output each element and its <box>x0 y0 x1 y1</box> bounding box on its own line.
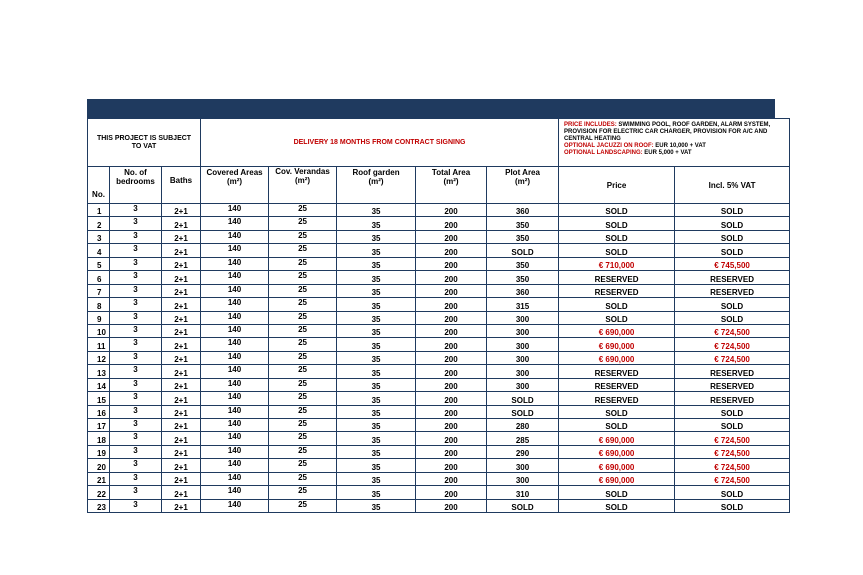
plot-area-cell: SOLD <box>487 244 559 257</box>
price-cell: € 690,000 <box>559 338 675 351</box>
price-cell: SOLD <box>559 405 675 418</box>
plot-area-cell: 300 <box>487 311 559 324</box>
col-header-bedrooms-line-1: No. of <box>124 168 147 177</box>
total-area-cell: 200 <box>416 284 487 297</box>
baths-cell: 2+1 <box>162 311 201 324</box>
roof-garden-cell: 35 <box>337 257 416 270</box>
baths-cell: 2+1 <box>162 244 201 257</box>
total-area-cell: 200 <box>416 271 487 284</box>
unit-number: 19 <box>88 445 110 458</box>
price-cell: SOLD <box>559 499 675 512</box>
price-list-sheet <box>87 99 775 513</box>
baths-cell: 2+1 <box>162 204 201 217</box>
table-row <box>88 230 790 243</box>
roof-garden-cell: 35 <box>337 271 416 284</box>
price-cell: € 690,000 <box>559 432 675 445</box>
price-incl-vat-cell: RESERVED <box>675 365 790 378</box>
header-bar <box>87 99 775 118</box>
table-row <box>88 486 790 499</box>
covered-area-cell: 140 <box>201 419 269 432</box>
price-includes-text-1: SWIMMING POOL, ROOF GARDEN, ALARM SYSTEM, <box>618 122 771 128</box>
price-list-table <box>87 118 790 513</box>
price-cell: SOLD <box>559 311 675 324</box>
table-row <box>88 445 790 458</box>
col-header-roof-line-2: (m²) <box>368 177 384 186</box>
baths-cell: 2+1 <box>162 271 201 284</box>
baths-cell: 2+1 <box>162 445 201 458</box>
unit-number: 12 <box>88 351 110 364</box>
unit-number: 9 <box>88 311 110 324</box>
verandas-cell: 25 <box>269 298 337 311</box>
price-incl-vat-cell: € 724,500 <box>675 445 790 458</box>
roof-garden-cell: 35 <box>337 324 416 337</box>
roof-garden-cell: 35 <box>337 459 416 472</box>
unit-number: 10 <box>88 324 110 337</box>
plot-area-cell: 350 <box>487 217 559 230</box>
unit-number: 13 <box>88 365 110 378</box>
covered-area-cell: 140 <box>201 244 269 257</box>
col-header-total-line-1: Total Area <box>431 168 471 177</box>
covered-area-cell: 140 <box>201 459 269 472</box>
col-header-plot-area <box>487 167 559 204</box>
bedrooms-cell: 3 <box>110 432 162 445</box>
price-incl-vat-cell: € 724,500 <box>675 324 790 337</box>
total-area-cell: 200 <box>416 472 487 485</box>
verandas-cell: 25 <box>269 204 337 217</box>
covered-area-cell: 140 <box>201 230 269 243</box>
covered-area-cell: 140 <box>201 298 269 311</box>
col-header-covered-areas <box>201 167 269 204</box>
baths-cell: 2+1 <box>162 499 201 512</box>
total-area-cell: 200 <box>416 324 487 337</box>
plot-area-cell: 300 <box>487 459 559 472</box>
bedrooms-cell: 3 <box>110 445 162 458</box>
bedrooms-cell: 3 <box>110 230 162 243</box>
price-cell: € 710,000 <box>559 257 675 270</box>
roof-garden-cell: 35 <box>337 392 416 405</box>
price-includes-text-2: PROVISION FOR ELECTRIC CAR CHARGER, PROVISION FOR A/C AND <box>564 129 768 135</box>
price-includes-text-3: CENTRAL HEATING <box>564 136 621 142</box>
plot-area-cell: 300 <box>487 472 559 485</box>
bedrooms-cell: 3 <box>110 217 162 230</box>
total-area-cell: 200 <box>416 298 487 311</box>
plot-area-cell: SOLD <box>487 405 559 418</box>
price-incl-vat-cell: € 745,500 <box>675 257 790 270</box>
bedrooms-cell: 3 <box>110 298 162 311</box>
bedrooms-cell: 3 <box>110 365 162 378</box>
unit-number: 21 <box>88 472 110 485</box>
plot-area-cell: 360 <box>487 284 559 297</box>
baths-cell: 2+1 <box>162 459 201 472</box>
bedrooms-cell: 3 <box>110 499 162 512</box>
roof-garden-cell: 35 <box>337 244 416 257</box>
verandas-cell: 25 <box>269 284 337 297</box>
plot-area-cell: 350 <box>487 271 559 284</box>
landscaping-text: EUR 5,000 + VAT <box>644 150 692 156</box>
roof-garden-cell: 35 <box>337 472 416 485</box>
verandas-cell: 25 <box>269 351 337 364</box>
bedrooms-cell: 3 <box>110 271 162 284</box>
verandas-cell: 25 <box>269 378 337 391</box>
unit-number: 22 <box>88 486 110 499</box>
total-area-cell: 200 <box>416 230 487 243</box>
table-row <box>88 432 790 445</box>
bedrooms-cell: 3 <box>110 405 162 418</box>
price-incl-vat-cell: SOLD <box>675 204 790 217</box>
verandas-cell: 25 <box>269 432 337 445</box>
covered-area-cell: 140 <box>201 405 269 418</box>
total-area-cell: 200 <box>416 432 487 445</box>
baths-cell: 2+1 <box>162 298 201 311</box>
total-area-cell: 200 <box>416 459 487 472</box>
verandas-cell: 25 <box>269 257 337 270</box>
covered-area-cell: 140 <box>201 257 269 270</box>
unit-number: 18 <box>88 432 110 445</box>
unit-number: 20 <box>88 459 110 472</box>
landscaping-label: OPTIONAL LANDSCAPING: <box>564 150 643 156</box>
plot-area-cell: 300 <box>487 378 559 391</box>
table-row <box>88 311 790 324</box>
bedrooms-cell: 3 <box>110 351 162 364</box>
price-incl-vat-cell: € 724,500 <box>675 351 790 364</box>
price-cell: SOLD <box>559 204 675 217</box>
plot-area-cell: 280 <box>487 419 559 432</box>
baths-cell: 2+1 <box>162 472 201 485</box>
verandas-cell: 25 <box>269 230 337 243</box>
bedrooms-cell: 3 <box>110 257 162 270</box>
baths-cell: 2+1 <box>162 392 201 405</box>
plot-area-cell: SOLD <box>487 392 559 405</box>
baths-cell: 2+1 <box>162 405 201 418</box>
price-incl-vat-cell: € 724,500 <box>675 472 790 485</box>
price-incl-vat-cell: RESERVED <box>675 392 790 405</box>
table-row <box>88 244 790 257</box>
roof-garden-cell: 35 <box>337 419 416 432</box>
col-header-covered-line-1: Covered Areas <box>206 168 263 177</box>
price-cell: € 690,000 <box>559 459 675 472</box>
price-cell: SOLD <box>559 486 675 499</box>
verandas-cell: 25 <box>269 499 337 512</box>
bedrooms-cell: 3 <box>110 378 162 391</box>
table-row <box>88 217 790 230</box>
total-area-cell: 200 <box>416 499 487 512</box>
total-area-cell: 200 <box>416 338 487 351</box>
bedrooms-cell: 3 <box>110 311 162 324</box>
total-area-cell: 200 <box>416 311 487 324</box>
price-cell: RESERVED <box>559 365 675 378</box>
covered-area-cell: 140 <box>201 392 269 405</box>
total-area-cell: 200 <box>416 244 487 257</box>
baths-cell: 2+1 <box>162 419 201 432</box>
baths-cell: 2+1 <box>162 338 201 351</box>
covered-area-cell: 140 <box>201 351 269 364</box>
col-header-verandas-line-1: Cov. Verandas <box>275 167 330 176</box>
verandas-cell: 25 <box>269 445 337 458</box>
price-cell: € 690,000 <box>559 351 675 364</box>
table-row <box>88 324 790 337</box>
baths-cell: 2+1 <box>162 324 201 337</box>
price-incl-vat-cell: RESERVED <box>675 271 790 284</box>
col-header-roof-garden <box>337 167 416 204</box>
total-area-cell: 200 <box>416 486 487 499</box>
table-row <box>88 405 790 418</box>
price-cell: SOLD <box>559 230 675 243</box>
price-cell: RESERVED <box>559 271 675 284</box>
total-area-cell: 200 <box>416 204 487 217</box>
table-row <box>88 204 790 217</box>
bedrooms-cell: 3 <box>110 486 162 499</box>
verandas-cell: 25 <box>269 217 337 230</box>
table-row <box>88 392 790 405</box>
roof-garden-cell: 35 <box>337 486 416 499</box>
covered-area-cell: 140 <box>201 271 269 284</box>
baths-cell: 2+1 <box>162 486 201 499</box>
covered-area-cell: 140 <box>201 378 269 391</box>
price-incl-vat-cell: € 724,500 <box>675 459 790 472</box>
col-header-total-line-2: (m²) <box>443 177 459 186</box>
baths-cell: 2+1 <box>162 284 201 297</box>
jacuzzi-label: OPTIONAL JACUZZI ON ROOF: <box>564 143 654 149</box>
covered-area-cell: 140 <box>201 338 269 351</box>
verandas-cell: 25 <box>269 405 337 418</box>
col-header-cov-verandas <box>269 167 337 204</box>
total-area-cell: 200 <box>416 419 487 432</box>
baths-cell: 2+1 <box>162 230 201 243</box>
bedrooms-cell: 3 <box>110 284 162 297</box>
covered-area-cell: 140 <box>201 311 269 324</box>
covered-area-cell: 140 <box>201 324 269 337</box>
price-incl-vat-cell: RESERVED <box>675 284 790 297</box>
verandas-cell: 25 <box>269 311 337 324</box>
unit-number: 8 <box>88 298 110 311</box>
baths-cell: 2+1 <box>162 217 201 230</box>
price-cell: € 690,000 <box>559 324 675 337</box>
vat-notice-line-2: TO VAT <box>131 142 157 150</box>
unit-number: 1 <box>88 204 110 217</box>
covered-area-cell: 140 <box>201 472 269 485</box>
roof-garden-cell: 35 <box>337 204 416 217</box>
price-cell: € 690,000 <box>559 445 675 458</box>
plot-area-cell: 300 <box>487 338 559 351</box>
column-header-row <box>88 167 790 204</box>
covered-area-cell: 140 <box>201 445 269 458</box>
unit-number: 5 <box>88 257 110 270</box>
delivery-notice: DELIVERY 18 MONTHS FROM CONTRACT SIGNING <box>201 119 559 167</box>
total-area-cell: 200 <box>416 217 487 230</box>
roof-garden-cell: 35 <box>337 311 416 324</box>
roof-garden-cell: 35 <box>337 365 416 378</box>
price-incl-vat-cell: SOLD <box>675 244 790 257</box>
unit-number: 3 <box>88 230 110 243</box>
bedrooms-cell: 3 <box>110 324 162 337</box>
roof-garden-cell: 35 <box>337 338 416 351</box>
roof-garden-cell: 35 <box>337 284 416 297</box>
price-cell: € 690,000 <box>559 472 675 485</box>
unit-number: 23 <box>88 499 110 512</box>
verandas-cell: 25 <box>269 472 337 485</box>
verandas-cell: 25 <box>269 271 337 284</box>
plot-area-cell: 315 <box>487 298 559 311</box>
jacuzzi-text: EUR 10,000 + VAT <box>655 143 706 149</box>
bedrooms-cell: 3 <box>110 244 162 257</box>
verandas-cell: 25 <box>269 486 337 499</box>
plot-area-cell: SOLD <box>487 499 559 512</box>
baths-cell: 2+1 <box>162 351 201 364</box>
table-row <box>88 378 790 391</box>
total-area-cell: 200 <box>416 405 487 418</box>
total-area-cell: 200 <box>416 257 487 270</box>
roof-garden-cell: 35 <box>337 351 416 364</box>
baths-cell: 2+1 <box>162 257 201 270</box>
unit-number: 17 <box>88 419 110 432</box>
table-row <box>88 365 790 378</box>
bedrooms-cell: 3 <box>110 204 162 217</box>
covered-area-cell: 140 <box>201 499 269 512</box>
verandas-cell: 25 <box>269 338 337 351</box>
roof-garden-cell: 35 <box>337 217 416 230</box>
col-header-verandas-line-2: (m²) <box>294 176 311 185</box>
col-header-price: Price <box>559 167 675 204</box>
price-incl-vat-cell: RESERVED <box>675 378 790 391</box>
plot-area-cell: 300 <box>487 324 559 337</box>
total-area-cell: 200 <box>416 351 487 364</box>
price-incl-vat-cell: SOLD <box>675 499 790 512</box>
roof-garden-cell: 35 <box>337 499 416 512</box>
roof-garden-cell: 35 <box>337 405 416 418</box>
price-cell: RESERVED <box>559 378 675 391</box>
unit-number: 14 <box>88 378 110 391</box>
vat-notice <box>88 119 201 167</box>
price-cell: SOLD <box>559 217 675 230</box>
col-header-bedrooms <box>110 167 162 204</box>
covered-area-cell: 140 <box>201 432 269 445</box>
price-incl-vat-cell: € 724,500 <box>675 432 790 445</box>
bedrooms-cell: 3 <box>110 392 162 405</box>
bedrooms-cell: 3 <box>110 338 162 351</box>
price-cell: SOLD <box>559 298 675 311</box>
unit-number: 7 <box>88 284 110 297</box>
price-incl-vat-cell: SOLD <box>675 217 790 230</box>
plot-area-cell: 360 <box>487 204 559 217</box>
col-header-plot-line-1: Plot Area <box>505 168 540 177</box>
col-header-no: No. <box>88 167 110 204</box>
table-row <box>88 298 790 311</box>
price-incl-vat-cell: SOLD <box>675 298 790 311</box>
info-row <box>88 119 790 167</box>
total-area-cell: 200 <box>416 392 487 405</box>
covered-area-cell: 140 <box>201 365 269 378</box>
plot-area-cell: 290 <box>487 445 559 458</box>
roof-garden-cell: 35 <box>337 298 416 311</box>
total-area-cell: 200 <box>416 445 487 458</box>
unit-number: 4 <box>88 244 110 257</box>
verandas-cell: 25 <box>269 459 337 472</box>
table-row <box>88 419 790 432</box>
price-cell: RESERVED <box>559 392 675 405</box>
col-header-bedrooms-line-2: bedrooms <box>116 177 155 186</box>
baths-cell: 2+1 <box>162 365 201 378</box>
price-incl-vat-cell: SOLD <box>675 419 790 432</box>
table-row <box>88 499 790 512</box>
col-header-roof-line-1: Roof garden <box>352 168 400 177</box>
price-cell: SOLD <box>559 244 675 257</box>
covered-area-cell: 140 <box>201 486 269 499</box>
col-header-baths: Baths <box>162 167 201 204</box>
roof-garden-cell: 35 <box>337 378 416 391</box>
unit-number: 15 <box>88 392 110 405</box>
total-area-cell: 200 <box>416 378 487 391</box>
plot-area-cell: 300 <box>487 365 559 378</box>
price-incl-vat-cell: SOLD <box>675 311 790 324</box>
col-header-plot-line-2: (m²) <box>514 177 531 186</box>
unit-number: 2 <box>88 217 110 230</box>
col-header-incl-vat: Incl. 5% VAT <box>675 167 790 204</box>
table-row <box>88 459 790 472</box>
plot-area-cell: 285 <box>487 432 559 445</box>
baths-cell: 2+1 <box>162 378 201 391</box>
price-includes-notice <box>559 119 790 167</box>
table-row <box>88 271 790 284</box>
price-incl-vat-cell: SOLD <box>675 486 790 499</box>
table-row <box>88 284 790 297</box>
bedrooms-cell: 3 <box>110 459 162 472</box>
covered-area-cell: 140 <box>201 284 269 297</box>
unit-number: 16 <box>88 405 110 418</box>
price-cell: SOLD <box>559 419 675 432</box>
verandas-cell: 25 <box>269 244 337 257</box>
roof-garden-cell: 35 <box>337 230 416 243</box>
verandas-cell: 25 <box>269 365 337 378</box>
plot-area-cell: 350 <box>487 230 559 243</box>
col-header-total-area <box>416 167 487 204</box>
price-incl-vat-cell: SOLD <box>675 230 790 243</box>
plot-area-cell: 350 <box>487 257 559 270</box>
table-row <box>88 338 790 351</box>
roof-garden-cell: 35 <box>337 445 416 458</box>
unit-number: 6 <box>88 271 110 284</box>
price-incl-vat-cell: SOLD <box>675 405 790 418</box>
verandas-cell: 25 <box>269 419 337 432</box>
bedrooms-cell: 3 <box>110 419 162 432</box>
price-cell: RESERVED <box>559 284 675 297</box>
table-row <box>88 257 790 270</box>
verandas-cell: 25 <box>269 324 337 337</box>
baths-cell: 2+1 <box>162 432 201 445</box>
covered-area-cell: 140 <box>201 204 269 217</box>
vat-notice-line-1: THIS PROJECT IS SUBJECT <box>96 134 192 142</box>
unit-number: 11 <box>88 338 110 351</box>
price-includes-label: PRICE INCLUDES: <box>564 122 617 128</box>
roof-garden-cell: 35 <box>337 432 416 445</box>
plot-area-cell: 310 <box>487 486 559 499</box>
bedrooms-cell: 3 <box>110 472 162 485</box>
price-incl-vat-cell: € 724,500 <box>675 338 790 351</box>
plot-area-cell: 300 <box>487 351 559 364</box>
table-row <box>88 472 790 485</box>
col-header-covered-line-2: (m²) <box>226 177 243 186</box>
verandas-cell: 25 <box>269 392 337 405</box>
covered-area-cell: 140 <box>201 217 269 230</box>
table-row <box>88 351 790 364</box>
total-area-cell: 200 <box>416 365 487 378</box>
